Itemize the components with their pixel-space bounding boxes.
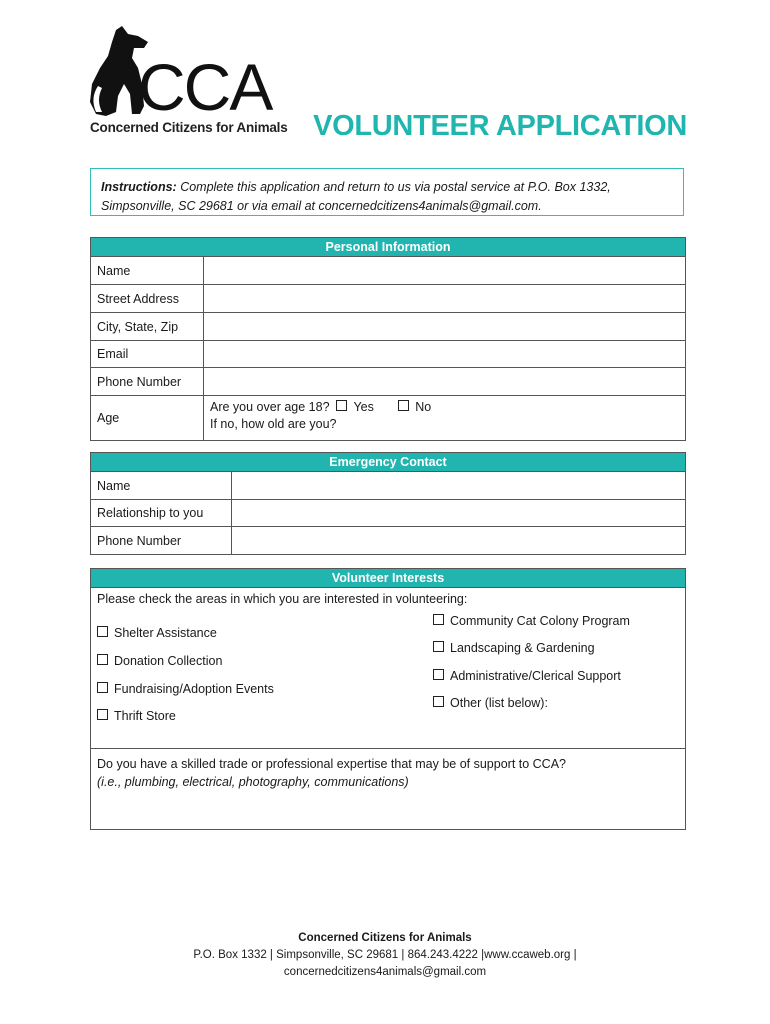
personal-information-header: Personal Information (91, 238, 685, 257)
instructions-text-2: Simpsonville, SC 29681 or via email at concernedcitizens4animals@gmail.com. (101, 199, 542, 213)
personal-name-label: Name (91, 257, 204, 284)
emergency-phone-row (91, 527, 685, 554)
age-field (204, 396, 685, 440)
emergency-name-label: Name (91, 472, 232, 499)
age-question: Are you over age 18? (210, 400, 330, 414)
interest-option-fundraising[interactable] (97, 682, 274, 696)
volunteer-interests-section (90, 568, 686, 830)
label-thrift: Thrift Store (114, 709, 176, 723)
interests-options (91, 588, 685, 749)
age-row (91, 396, 685, 440)
age-yes-label: Yes (353, 400, 374, 414)
footer-email: concernedcitizens4animals@gmail.com (283, 966, 487, 978)
relationship-field[interactable] (232, 500, 685, 526)
skilled-trade-examples: (i.e., plumbing, electrical, photography, communications) (97, 775, 409, 789)
personal-phone-label: Phone Number (91, 368, 204, 395)
relationship-label: Relationship to you (91, 500, 232, 526)
age-no-checkbox[interactable] (398, 400, 409, 411)
emergency-contact-section (90, 452, 686, 555)
personal-phone-field[interactable] (204, 368, 685, 395)
email-label: Email (91, 341, 204, 367)
skilled-trade-question: Do you have a skilled trade or professional expertise that may be of support to CCA? (97, 757, 567, 771)
city-state-zip-row (91, 313, 685, 341)
label-administrative: Administrative/Clerical Support (450, 669, 621, 683)
personal-information-section (90, 237, 686, 441)
label-donation: Donation Collection (114, 654, 223, 668)
label-fundraising: Fundraising/Adoption Events (114, 682, 274, 696)
label-landscaping: Landscaping & Gardening (450, 641, 595, 655)
checkbox-landscaping[interactable] (433, 641, 444, 652)
interest-option-thrift[interactable] (97, 709, 176, 723)
interest-option-cat-colony[interactable] (433, 614, 630, 628)
emergency-name-field[interactable] (232, 472, 685, 499)
label-cat-colony: Community Cat Colony Program (450, 614, 630, 628)
emergency-phone-label: Phone Number (91, 527, 232, 554)
emergency-contact-header: Emergency Contact (91, 453, 685, 472)
relationship-row (91, 500, 685, 527)
interest-option-donation[interactable] (97, 654, 222, 668)
email-row (91, 341, 685, 368)
street-address-row (91, 285, 685, 313)
street-address-label: Street Address (91, 285, 204, 312)
page-title: VOLUNTEER APPLICATION (313, 110, 687, 142)
checkbox-donation[interactable] (97, 654, 108, 665)
label-other: Other (list below): (450, 696, 548, 710)
emergency-phone-field[interactable] (232, 527, 685, 554)
cca-logo (86, 24, 288, 142)
footer (0, 930, 770, 981)
personal-name-field[interactable] (204, 257, 685, 284)
logo-org-name: Concerned Citizens for Animals (90, 120, 288, 135)
city-state-zip-field[interactable] (204, 313, 685, 340)
footer-address: P.O. Box 1332 | Simpsonville, SC 29681 | 864.243.4222 |www.ccaweb.org | (193, 949, 577, 961)
checkbox-fundraising[interactable] (97, 682, 108, 693)
checkbox-administrative[interactable] (433, 669, 444, 680)
interest-option-landscaping[interactable] (433, 641, 595, 655)
emergency-name-row (91, 472, 685, 500)
logo-letters: CCA (138, 50, 272, 124)
checkbox-shelter[interactable] (97, 626, 108, 637)
street-address-field[interactable] (204, 285, 685, 312)
interest-option-other[interactable] (433, 696, 548, 710)
footer-org: Concerned Citizens for Animals (298, 932, 472, 944)
interest-option-administrative[interactable] (433, 669, 621, 683)
email-field[interactable] (204, 341, 685, 367)
interest-option-shelter[interactable] (97, 626, 217, 640)
instructions-text-1: Complete this application and return to us via postal service at P.O. Box 1332, (180, 180, 611, 194)
volunteer-interests-header: Volunteer Interests (91, 569, 685, 588)
instructions-box (90, 168, 684, 216)
age-label: Age (91, 396, 204, 440)
checkbox-cat-colony[interactable] (433, 614, 444, 625)
age-no-label: No (415, 400, 432, 414)
city-state-zip-label: City, State, Zip (91, 313, 204, 340)
checkbox-thrift[interactable] (97, 709, 108, 720)
skilled-trade-field[interactable] (91, 749, 685, 829)
personal-name-row (91, 257, 685, 285)
age-yes-checkbox[interactable] (336, 400, 347, 411)
interests-prompt: Please check the areas in which you are interested in volunteering: (97, 592, 468, 606)
instructions-label: Instructions: (101, 180, 177, 194)
label-shelter: Shelter Assistance (114, 626, 217, 640)
personal-phone-row (91, 368, 685, 396)
age-followup: If no, how old are you? (210, 417, 337, 431)
checkbox-other[interactable] (433, 696, 444, 707)
